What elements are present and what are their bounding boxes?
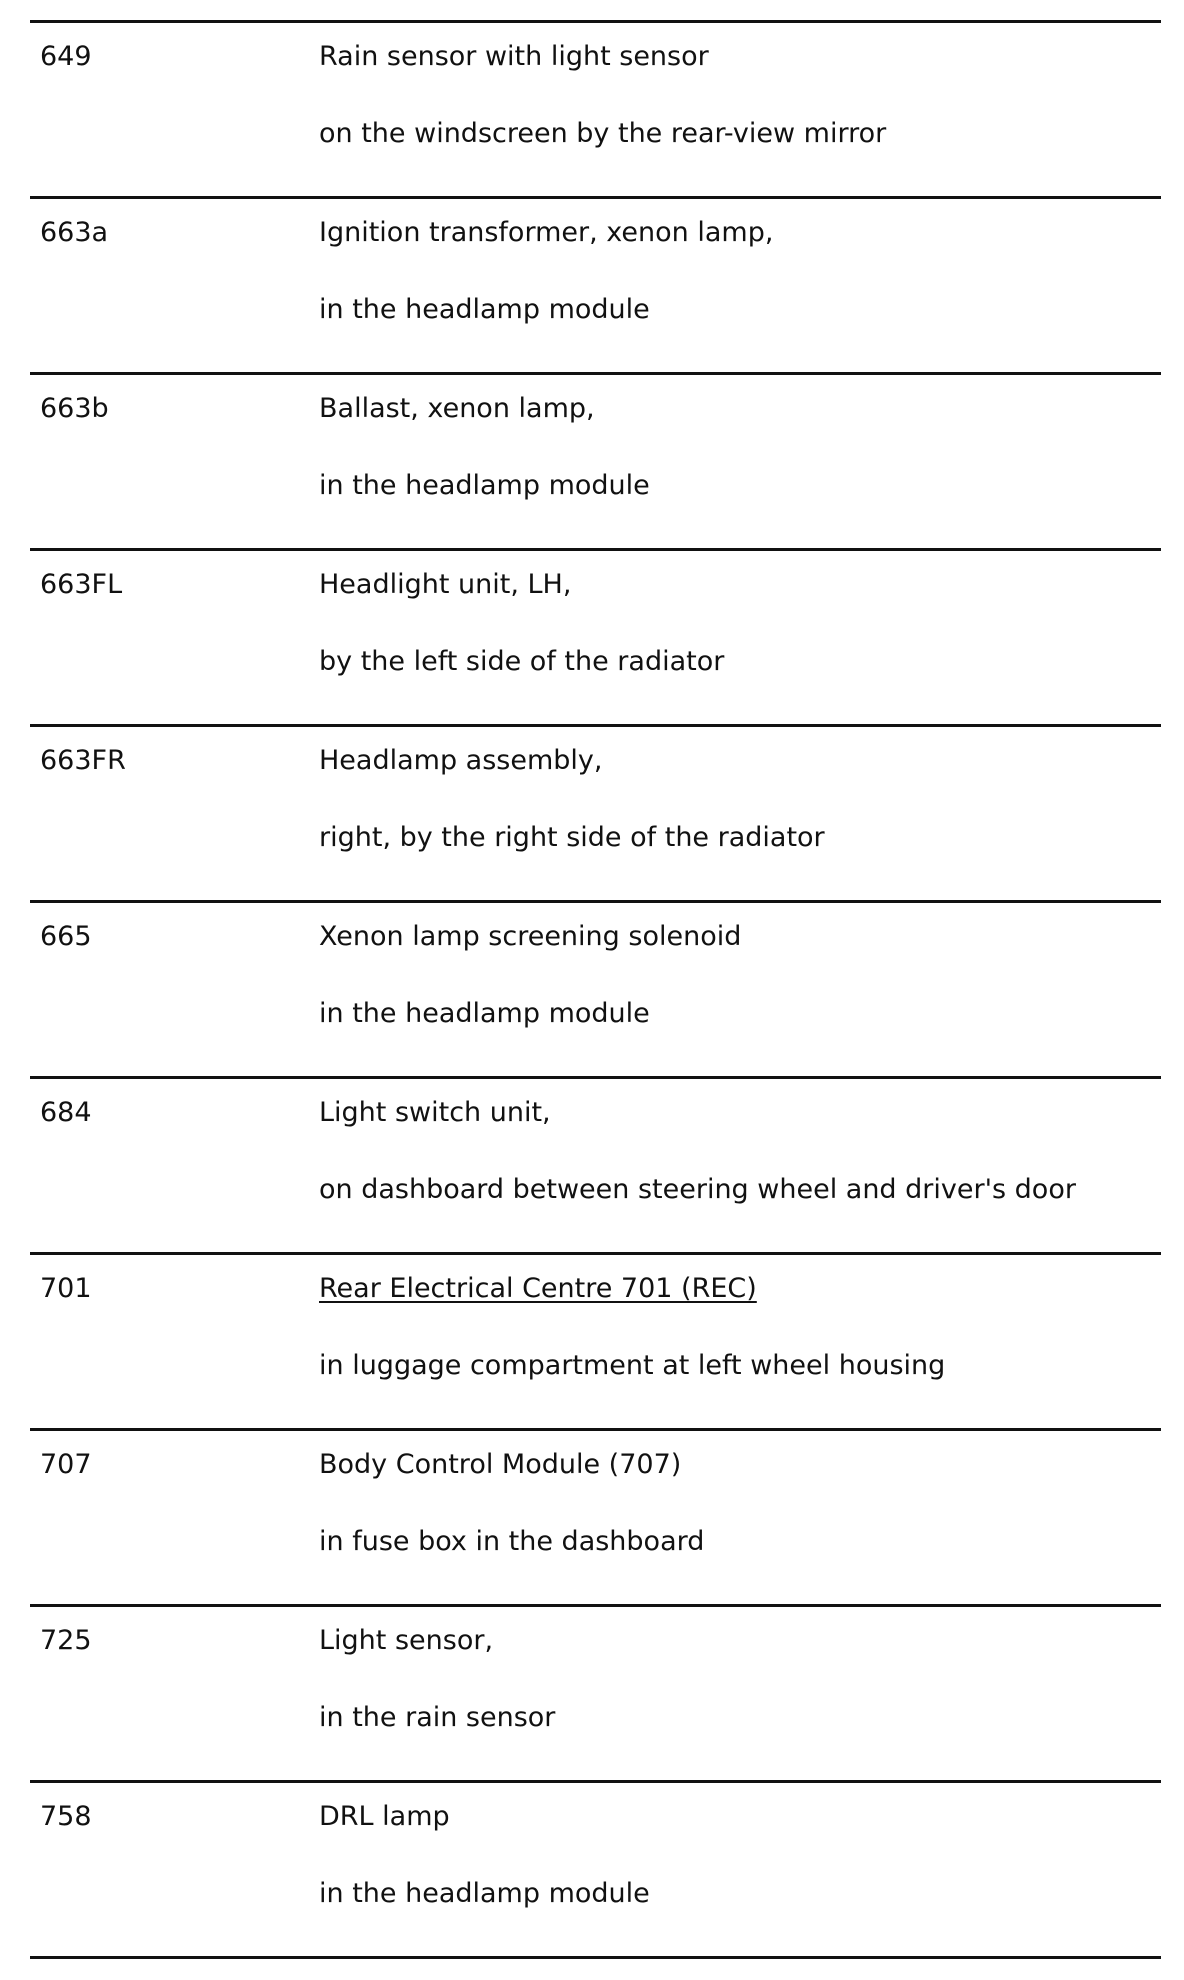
table-row	[30, 199, 1161, 372]
table-row	[30, 1079, 1161, 1252]
component-code: 707	[40, 1449, 92, 1480]
component-description: Xenon lamp screening solenoid	[319, 921, 742, 952]
component-location: in the headlamp module	[319, 470, 650, 501]
component-location: in the headlamp module	[319, 294, 650, 325]
component-description: Headlamp assembly,	[319, 745, 603, 776]
component-location: on the windscreen by the rear-view mirror	[319, 118, 887, 149]
component-description: Body Control Module (707)	[319, 1449, 682, 1480]
component-code: 684	[40, 1097, 92, 1128]
table-rule	[30, 1956, 1161, 1959]
component-location: right, by the right side of the radiator	[319, 822, 825, 853]
rear-electrical-centre-link[interactable]: Rear Electrical Centre 701 (REC)	[319, 1273, 757, 1304]
component-location: in the headlamp module	[319, 1878, 650, 1909]
component-description: DRL lamp	[319, 1801, 450, 1832]
component-description: Ballast, xenon lamp,	[319, 393, 595, 424]
table-row	[30, 1431, 1161, 1604]
component-code: 725	[40, 1625, 92, 1656]
component-location: in luggage compartment at left wheel housing	[319, 1350, 946, 1381]
component-table	[30, 20, 1161, 1959]
table-row	[30, 375, 1161, 548]
component-description: Headlight unit, LH,	[319, 569, 572, 600]
component-code: 663FL	[40, 569, 123, 600]
component-description: Rain sensor with light sensor	[319, 41, 709, 72]
component-code: 665	[40, 921, 92, 952]
component-location: in the rain sensor	[319, 1702, 556, 1733]
table-row	[30, 727, 1161, 900]
table-row	[30, 1783, 1161, 1956]
table-row	[30, 1607, 1161, 1780]
component-description: Light switch unit,	[319, 1097, 551, 1128]
component-code: 663FR	[40, 745, 126, 776]
component-code: 758	[40, 1801, 92, 1832]
table-row	[30, 1255, 1161, 1428]
component-code: 663b	[40, 393, 109, 424]
component-description: Light sensor,	[319, 1625, 494, 1656]
component-location: in the headlamp module	[319, 998, 650, 1029]
component-code: 663a	[40, 217, 109, 248]
table-row	[30, 903, 1161, 1076]
component-location: by the left side of the radiator	[319, 646, 725, 677]
component-code: 649	[40, 41, 92, 72]
table-row	[30, 551, 1161, 724]
component-description: Ignition transformer, xenon lamp,	[319, 217, 774, 248]
component-location: in fuse box in the dashboard	[319, 1526, 705, 1557]
component-location: on dashboard between steering wheel and driver's door	[319, 1174, 1076, 1205]
component-code: 701	[40, 1273, 92, 1304]
table-row	[30, 23, 1161, 196]
